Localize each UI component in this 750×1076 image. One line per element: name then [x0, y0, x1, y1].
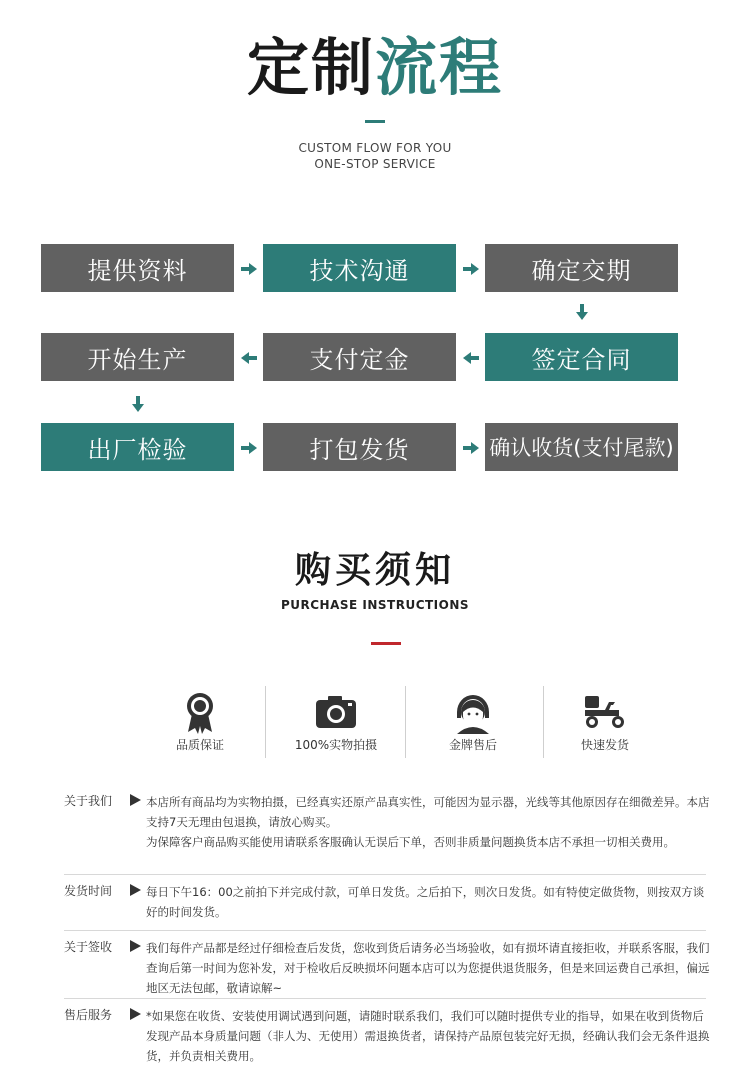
flow-subtitle-line2: ONE-STOP SERVICE: [314, 157, 436, 171]
flow-step-technical-communication: 技术沟通: [263, 244, 456, 292]
note-line: *如果您在收货、安装使用调试遇到问题，请随时联系我们，我们可以随时提供专业的指导，如果在收到货物后发现产品本身质量问题（非人为、无使用）需退换货者，请保持产品原包装完好无损，经确认我们会无条件退换货，并负责相关费用。: [146, 1009, 710, 1063]
arrow-right-icon: [241, 261, 257, 277]
purchase-title-underline: [371, 642, 401, 645]
note-text: [146, 792, 714, 852]
flow-step-pack-and-ship: 打包发货: [263, 423, 456, 471]
triangle-bullet-icon: [130, 794, 141, 806]
note-label: 关于我们: [64, 794, 113, 808]
note-line: 为保障客户商品购买能使用请联系客服确认无误后下单，否则非质量问题换货本店不承担一切相关费用。: [146, 835, 675, 849]
arrow-left-icon: [463, 350, 479, 366]
flow-title-dark: 定制: [246, 31, 375, 104]
flow-title-teal: 流程: [375, 31, 504, 104]
note-divider: [64, 874, 706, 875]
arrow-down-icon: [130, 396, 146, 412]
note-after-sales: [64, 1006, 714, 1068]
note-about-us: [64, 792, 714, 868]
award-ribbon-icon: [178, 690, 222, 734]
note-text: [146, 938, 714, 998]
note-divider: [64, 998, 706, 999]
flow-step-pay-deposit: 支付定金: [263, 333, 456, 381]
feature-fast-shipping: [540, 690, 670, 760]
flow-step-confirm-receipt: 确认收货(支付尾款): [485, 423, 678, 471]
arrow-right-icon: [463, 440, 479, 456]
arrow-left-icon: [241, 350, 257, 366]
customer-service-icon: [451, 690, 495, 734]
note-label: 发货时间: [64, 884, 113, 898]
note-text: [146, 882, 714, 922]
feature-divider: [265, 686, 266, 758]
flow-step-start-production: 开始生产: [41, 333, 234, 381]
feature-divider: [405, 686, 406, 758]
feature-real-photos: [271, 690, 401, 760]
note-shipping-time: [64, 882, 714, 922]
note-divider: [64, 930, 706, 931]
feature-quality-guarantee: [135, 690, 265, 760]
camera-icon: [314, 690, 358, 734]
triangle-bullet-icon: [130, 940, 141, 952]
note-line: 我们每件产品都是经过仔细检查后发货，您收到货后请务必当场验收，如有损坏请直接拒收，并联系客服，我们查询后第一时间为您补发，对于检收后反映损坏问题本店可以为您提供退货服务，但是来回运费自己承担，偏远地区无法包邮，敬请谅解~: [146, 941, 710, 995]
note-line: 本店所有商品均为实物拍摄，已经真实还原产品真实性，可能因为显示器，光线等其他原因存在细微差异。本店支持7天无理由包退换，请放心购买。: [146, 795, 710, 829]
flow-step-sign-contract: 签定合同: [485, 333, 678, 381]
arrow-down-icon: [574, 304, 590, 320]
triangle-bullet-icon: [130, 884, 141, 896]
purchase-subtitle: PURCHASE INSTRUCTIONS: [280, 598, 470, 612]
arrow-right-icon: [463, 261, 479, 277]
note-line: 每日下午16：00之前拍下并完成付款，可单日发货。之后拍下，则次日发货。如有特使定做货物，则按双方谈好的时间发货。: [146, 885, 705, 919]
feature-label: 快速发货: [580, 738, 629, 752]
note-about-signing: [64, 938, 714, 998]
note-text: [146, 1006, 714, 1066]
feature-gold-after-sales: [408, 690, 538, 760]
flow-step-confirm-delivery-date: 确定交期: [485, 244, 678, 292]
feature-label: 金牌售后: [448, 738, 497, 752]
scooter-icon: [583, 690, 627, 734]
flow-title: [0, 30, 750, 106]
arrow-right-icon: [241, 440, 257, 456]
flow-title-underline: [365, 120, 385, 123]
flow-step-provide-materials: 提供资料: [41, 244, 234, 292]
flow-step-factory-inspection: 出厂检验: [41, 423, 234, 471]
triangle-bullet-icon: [130, 1008, 141, 1020]
flow-subtitle-line1: CUSTOM FLOW FOR YOU: [298, 141, 452, 155]
note-label: 售后服务: [64, 1008, 113, 1022]
note-label: 关于签收: [64, 940, 113, 954]
feature-label: 品质保证: [175, 738, 224, 752]
purchase-title: 购买须知: [294, 550, 455, 591]
feature-label: 100%实物拍摄: [294, 738, 378, 752]
